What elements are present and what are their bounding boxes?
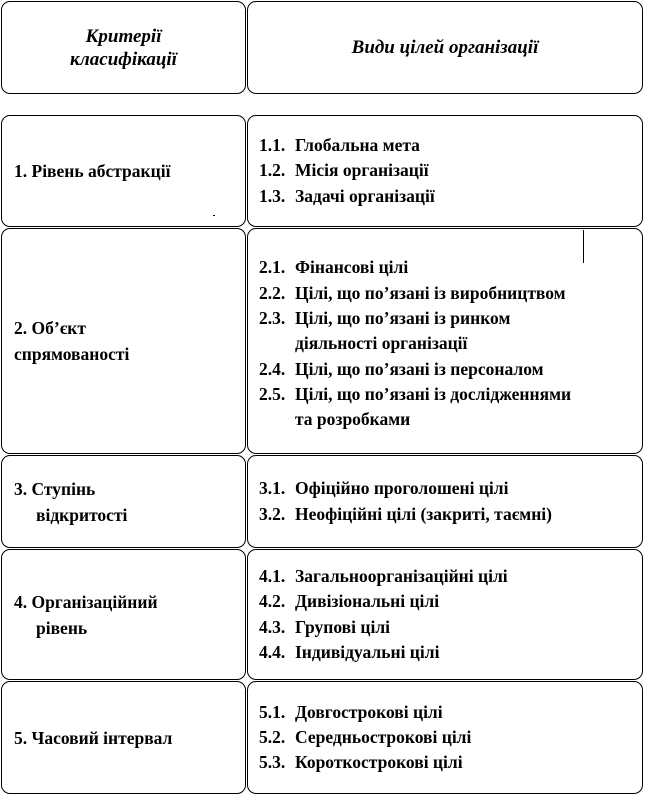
goal-number: 4.3. [259,616,286,637]
goal-label: Офіційно проголошені цілі [295,478,509,499]
criterion-text-1 [14,158,170,184]
goals-box-4 [247,549,643,680]
goal-item-4-1 [259,564,638,589]
goals-box-5 [247,681,643,794]
goal-number: 3.2. [259,503,286,524]
criterion-text-5 [14,725,172,751]
header-criteria-box [1,1,246,94]
goal-item-1-3 [259,184,638,209]
criterion-text-3 [14,476,127,528]
criterion-2-line-1: 2. Об’єкт [14,318,86,338]
criterion-4-line-1: 4. Організаційний [14,591,158,612]
goal-item-3-2 [259,502,638,527]
goal-item-5-2 [259,725,638,750]
goal-label: Неофіційні цілі (закриті, таємні) [295,503,552,524]
criterion-5-line-1: 5. Часовий інтервал [14,727,173,748]
goal-item-2-2 [259,281,638,306]
goal-item-4-4 [259,640,638,665]
goal-number: 4.1. [259,565,286,586]
goal-number: 4.4. [259,641,286,662]
goal-number: 1.1. [259,135,286,156]
goal-number: 3.1. [259,478,286,499]
goal-label: Цілі, що по’язані із персоналом [295,358,544,379]
goal-label: Цілі, що по’язані із дослідженнями та розробками [295,383,572,430]
goal-number: 2.3. [259,308,286,329]
goal-number: 5.2. [259,726,286,747]
header-goals-box [247,1,643,94]
criterion-3-line-1: 3. Ступінь [14,478,96,499]
criterion-box-4 [1,549,246,680]
goal-number: 2.5. [259,383,286,404]
goal-label: Короткострокові цілі [295,752,463,773]
header-criteria-line-2: класифікації [70,48,177,70]
criterion-text-4 [14,589,158,641]
goal-label: Довгострокові цілі [295,701,443,722]
goal-label: Групові цілі [295,616,390,637]
goal-item-1-2 [259,158,638,183]
goal-number: 5.3. [259,752,286,773]
goal-number: 1.3. [259,185,286,206]
goal-number: 2.1. [259,257,286,278]
criterion-3-line-2: відкритості [36,504,128,525]
goal-item-2-4 [259,357,638,382]
goal-item-3-1 [259,476,638,501]
goal-item-5-1 [259,700,638,725]
goal-item-1-1 [259,133,638,158]
goals-box-3 [247,455,643,548]
goal-label: Глобальна мета [295,135,420,156]
goal-item-2-3 [259,306,638,357]
stray-dot [213,215,215,216]
criterion-text-2 [14,315,129,367]
goal-item-4-3 [259,615,638,640]
goal-item-5-3 [259,750,638,775]
goal-item-4-2 [259,589,638,614]
criterion-box-2 [1,228,246,454]
goal-label: Індивідуальні цілі [295,641,440,662]
goal-label: Місія організації [295,160,429,181]
criterion-1-line-1: 1. Рівень абстракції [14,161,171,181]
vertical-stray-line [583,230,584,263]
goal-label: Фінансові цілі [295,257,409,278]
criterion-box-3 [1,455,246,548]
goal-number: 1.2. [259,160,286,181]
criterion-box-5 [1,681,246,794]
header-criteria-text [70,25,177,71]
criterion-4-line-2: рівень [36,617,88,638]
goal-label: Цілі, що по’язані із виробництвом [295,282,566,303]
goal-label: Цілі, що по’язані із ринком діяльності організації [295,308,511,354]
header-goals-line-1: Види цілей організації [351,37,539,58]
header-goals-text [352,36,539,59]
goal-label: Дивізіональні цілі [295,591,440,612]
goal-number: 2.2. [259,282,286,303]
goal-label: Середньострокові цілі [295,726,472,747]
goals-box-1 [247,115,643,227]
criterion-2-line-2: спрямованості [14,344,130,364]
goal-number: 5.1. [259,701,286,722]
goal-item-2-5 [259,382,638,433]
goal-number: 4.2. [259,591,286,612]
goal-number: 2.4. [259,358,286,379]
goal-item-2-1 [259,255,638,280]
criterion-box-1 [1,115,246,227]
header-criteria-line-1: Критерії [85,25,162,47]
goal-label: Задачі організації [295,185,435,206]
goal-label: Загальноорганізаційні цілі [295,565,508,586]
